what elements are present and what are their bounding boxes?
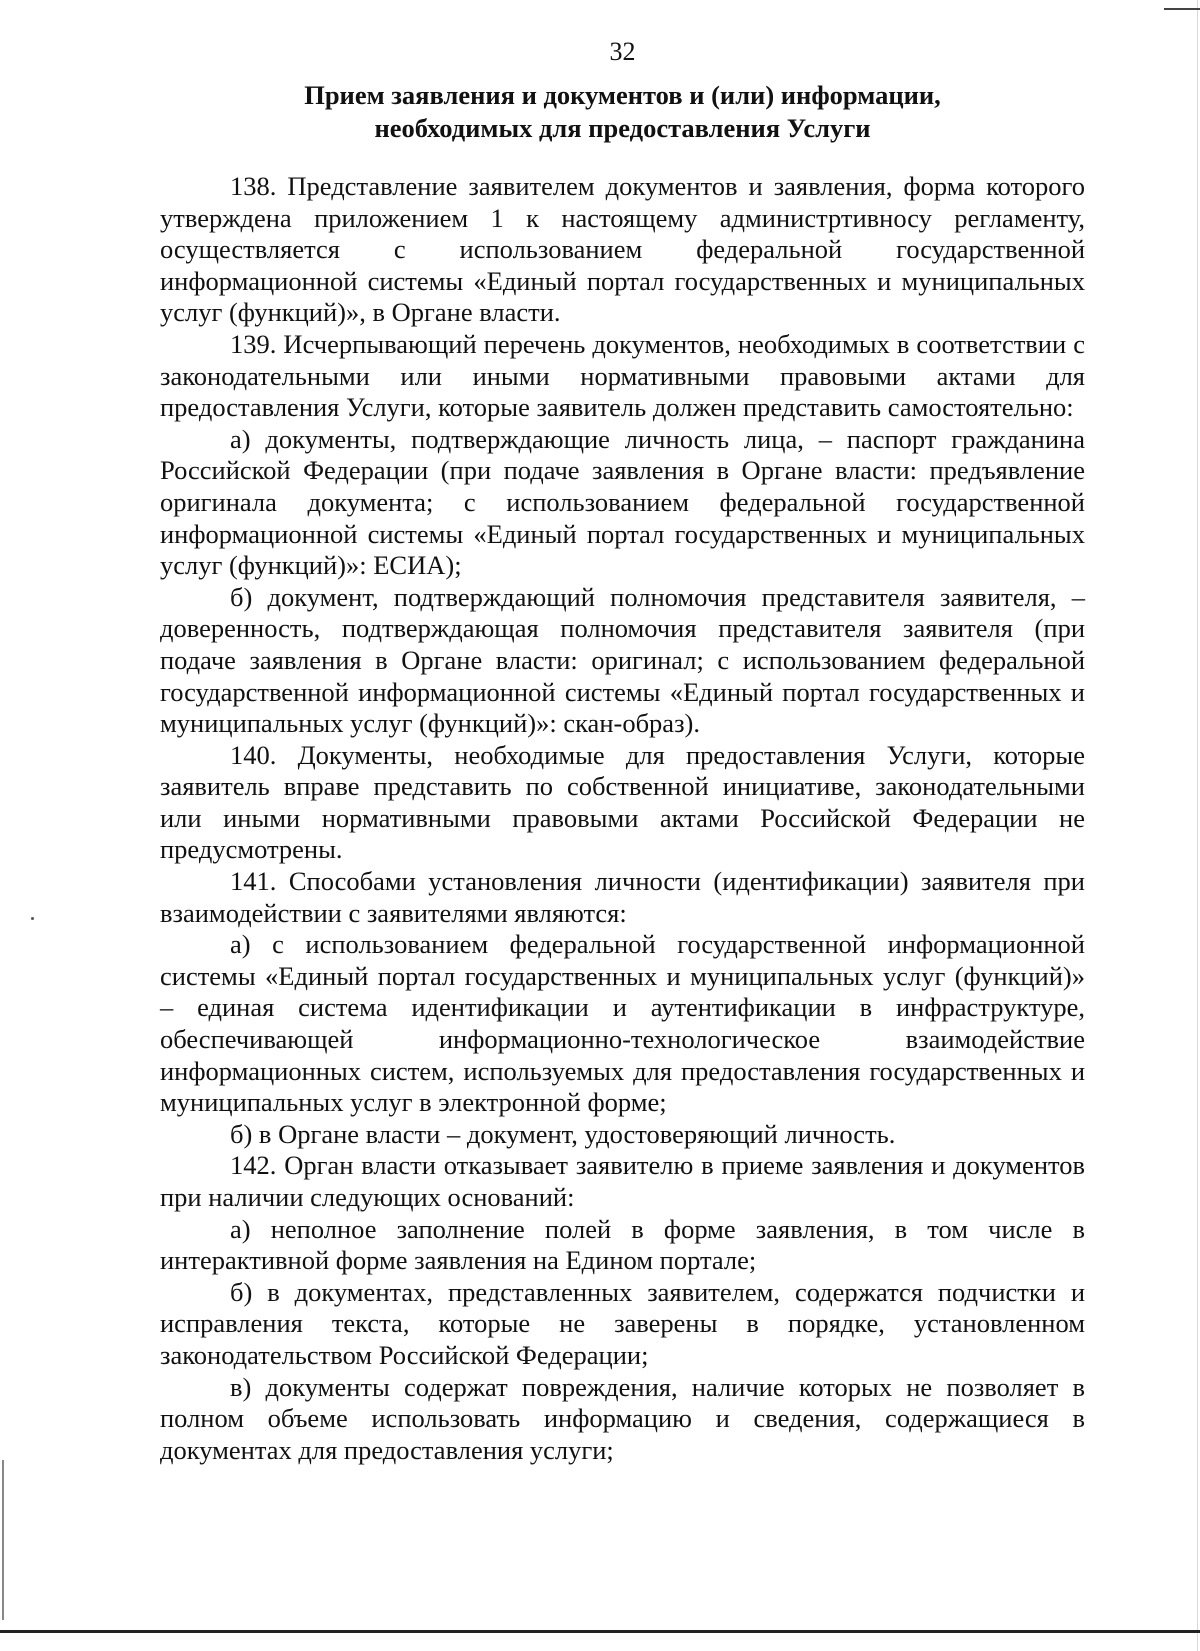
- document-body: [160, 171, 1085, 1466]
- paragraph-141: 141. Способами установления личности (идентификации) заявителя при взаимодействии с заявителями являются:: [160, 866, 1085, 928]
- section-heading: [160, 79, 1085, 145]
- heading-line-1: Прием заявления и документов и (или) информации,: [304, 80, 941, 110]
- scan-bottom-edge: [0, 1630, 1200, 1633]
- paragraph-142-v: в) документы содержат повреждения, наличие которых не позволяет в полном объеме использовать информацию и сведения, содержащиеся в документах для предоставления услуги;: [160, 1371, 1085, 1465]
- scan-speck: [31, 917, 34, 920]
- paragraph-139: 139. Исчерпывающий перечень документов, необходимых в соответствии с законодательными или иными нормативными правовыми актами для предоставления Услуги, которые заявитель должен представить самостоятельно:: [160, 328, 1085, 423]
- scan-edge-mark: [1164, 8, 1200, 10]
- paragraph-139-b: б) документ, подтверждающий полномочия представителя заявителя, – доверенность, подтверждающая полномочия представителя заявителя (при подаче заявления в Органе власти: оригинал; с использованием федеральной государственной информационной системы «Единый портал государственных и муниципальных услуг (функций)»: скан-образ).: [160, 581, 1085, 739]
- paragraph-138: 138. Представление заявителем документов и заявления, форма которого утверждена приложением 1 к настоящему администртивносу регламенту, осуществляется с использованием федеральной государственной информационной системы «Единый портал государственных и муниципальных услуг (функций)», в Органе власти.: [160, 171, 1085, 328]
- paragraph-139-a: а) документы, подтверждающие личность лица, – паспорт гражданина Российской Федерации (при подаче заявления в Органе власти: предъявление оригинала документа; с использованием федеральной государственной информационной системы «Единый портал государственных и муниципальных услуг (функций)»: ЕСИА);: [160, 423, 1085, 581]
- page-number: 32: [609, 37, 636, 66]
- paragraph-141-b: б) в Органе власти – документ, удостоверяющий личность.: [230, 1118, 896, 1149]
- paragraph-142-b: б) в документах, представленных заявителем, содержатся подчистки и исправления текста, которые не заверены в порядке, установленном законодательством Российской Федерации;: [160, 1276, 1085, 1370]
- heading-line-2: необходимых для предоставления Услуги: [374, 113, 871, 143]
- scan-edge-left: [2, 1460, 4, 1620]
- paragraph-142-a: а) неполное заполнение полей в форме заявления, в том числе в интерактивной форме заявления на Едином портале;: [160, 1213, 1085, 1276]
- paragraph-142: 142. Орган власти отказывает заявителю в приеме заявления и документов при наличии следующих оснований:: [160, 1150, 1085, 1212]
- paragraph-140: 140. Документы, необходимые для предоставления Услуги, которые заявитель вправе представить по собственной инициативе, законодательными или иными нормативными правовыми актами Российской Федерации не предусмотрены.: [160, 739, 1085, 865]
- scan-edge-right: [1197, 0, 1198, 1651]
- paragraph-141-a: а) с использованием федеральной государственной информационной системы «Единый портал государственных и муниципальных услуг (функций)» – единая система идентификации и аутентификации в инфраструктуре, обеспечивающей информационно-технологическое взаимодействие информационных систем, используемых для предоставления государственных и муниципальных услуг в электронной форме;: [160, 929, 1085, 1118]
